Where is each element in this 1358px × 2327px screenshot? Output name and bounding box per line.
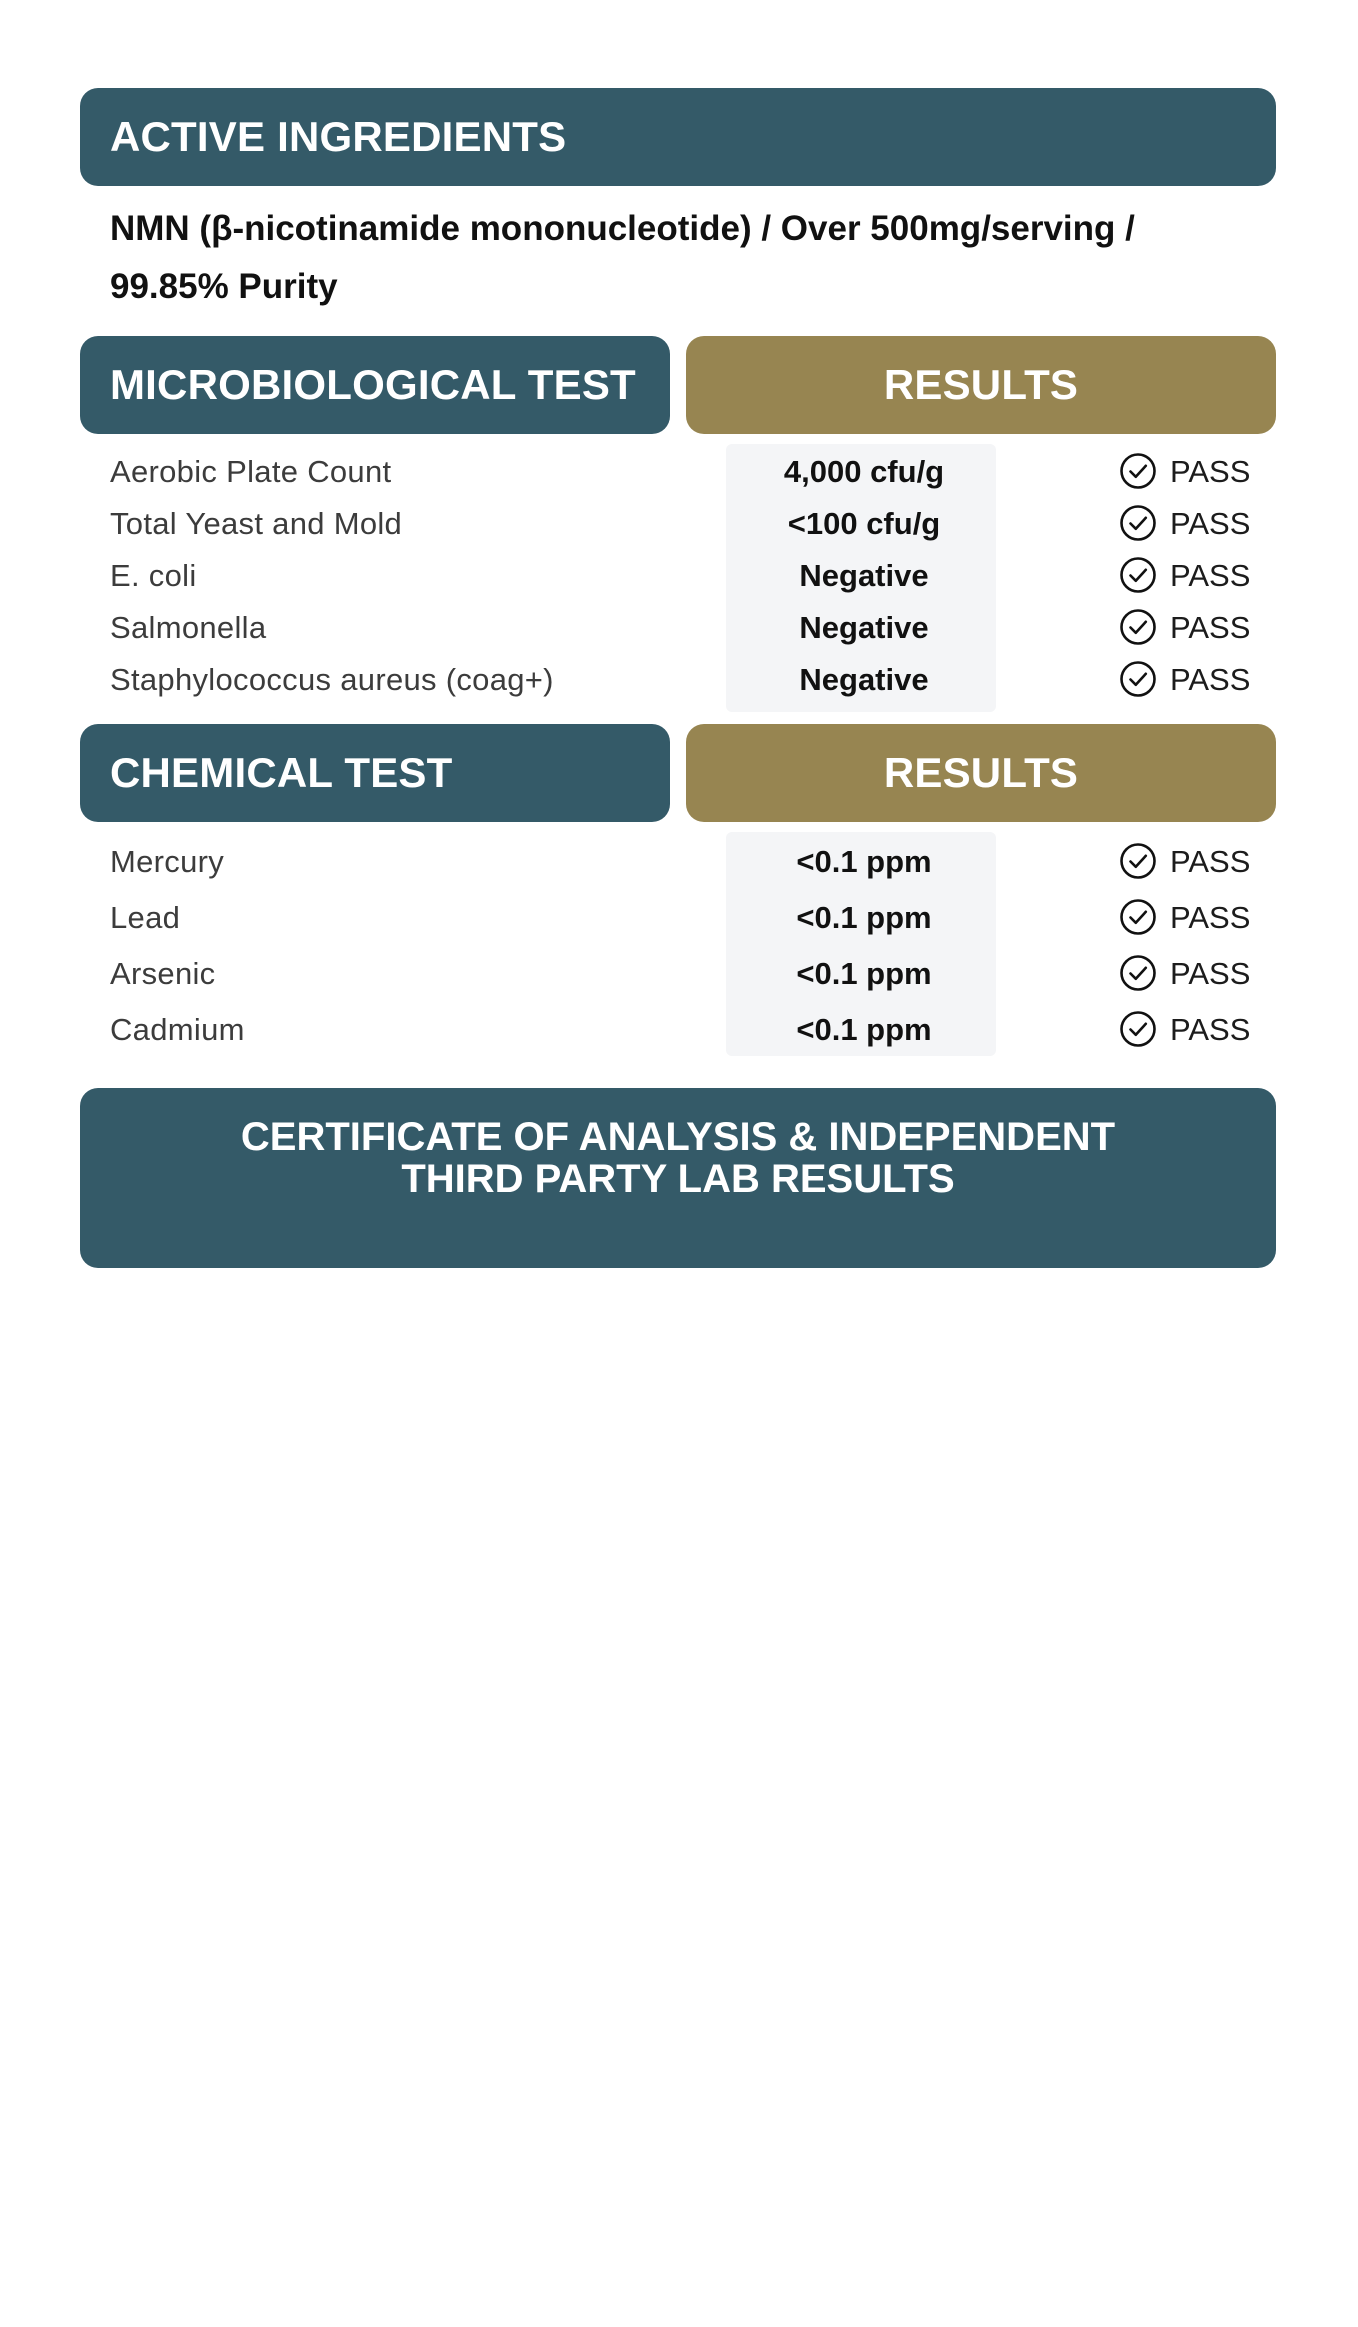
pass-status: PASS (1170, 956, 1251, 991)
table-row (0, 1008, 1358, 1048)
check-circle-icon (1119, 842, 1157, 880)
check-circle-icon (1119, 660, 1157, 698)
check-circle-icon (1119, 452, 1157, 490)
microbiological-test-header (80, 336, 670, 434)
test-value: <100 cfu/g (787, 506, 941, 541)
test-name: Cadmium (110, 1012, 245, 1047)
active-ingredients-title: ACTIVE INGREDIENTS (110, 113, 567, 160)
test-name: Aerobic Plate Count (110, 454, 392, 489)
pass-status: PASS (1170, 844, 1251, 879)
table-row (0, 952, 1358, 992)
check-circle-icon (1119, 556, 1157, 594)
test-name: Total Yeast and Mold (110, 506, 403, 541)
active-ingredients-header (80, 88, 1276, 186)
certificate-title-line-2: THIRD PARTY LAB RESULTS (401, 1157, 955, 1201)
microbiological-results-header (686, 336, 1276, 434)
certificate-banner (80, 1088, 1276, 2326)
chemical-test-header (80, 724, 670, 822)
microbiological-test-title: MICROBIOLOGICAL TEST (110, 361, 636, 408)
test-value: <0.1 ppm (796, 900, 932, 935)
test-name: Salmonella (110, 610, 267, 645)
pass-status: PASS (1170, 1012, 1251, 1047)
table-row (0, 450, 1358, 490)
test-value: 4,000 cfu/g (783, 454, 945, 489)
test-name: Staphylococcus aureus (coag+) (110, 662, 554, 697)
pass-status: PASS (1170, 454, 1251, 489)
check-circle-icon (1119, 1010, 1157, 1048)
table-row (0, 606, 1358, 646)
pass-status: PASS (1170, 900, 1251, 935)
check-circle-icon (1119, 954, 1157, 992)
certificate-title-line-1: CERTIFICATE OF ANALYSIS & INDEPENDENT (240, 1115, 1116, 1159)
table-row (0, 896, 1358, 936)
check-circle-icon (1119, 898, 1157, 936)
test-value: <0.1 ppm (796, 1012, 932, 1047)
chemical-test-title: CHEMICAL TEST (110, 749, 453, 796)
certificate-title (80, 1116, 1276, 1200)
active-ingredients-description: NMN (β-nicotinamide mononucleotide) / Over 500mg/serving / 99.85% Purity (110, 209, 1135, 306)
test-name: Arsenic (110, 956, 216, 991)
microbiological-results-title: RESULTS (883, 361, 1079, 408)
test-value: Negative (799, 662, 929, 697)
chemical-results-title: RESULTS (883, 749, 1079, 796)
chemical-results-header (686, 724, 1276, 822)
check-circle-icon (1119, 608, 1157, 646)
test-name: Lead (110, 900, 181, 935)
pass-status: PASS (1170, 610, 1251, 645)
pass-status: PASS (1170, 558, 1251, 593)
table-row (0, 502, 1358, 542)
table-row (0, 658, 1358, 698)
test-name: E. coli (110, 558, 197, 593)
table-row (0, 554, 1358, 594)
certificate-subtitle: Over 99% Pure. Third-Party Lab Verified. Physician-Formulated. (294, 2296, 1062, 2326)
test-value: <0.1 ppm (796, 956, 932, 991)
test-value: Negative (799, 558, 929, 593)
pass-status: PASS (1170, 506, 1251, 541)
pass-status: PASS (1170, 662, 1251, 697)
table-row (0, 840, 1358, 880)
check-circle-icon (1119, 504, 1157, 542)
test-value: <0.1 ppm (796, 844, 932, 879)
test-name: Mercury (110, 844, 225, 879)
test-value: Negative (799, 610, 929, 645)
